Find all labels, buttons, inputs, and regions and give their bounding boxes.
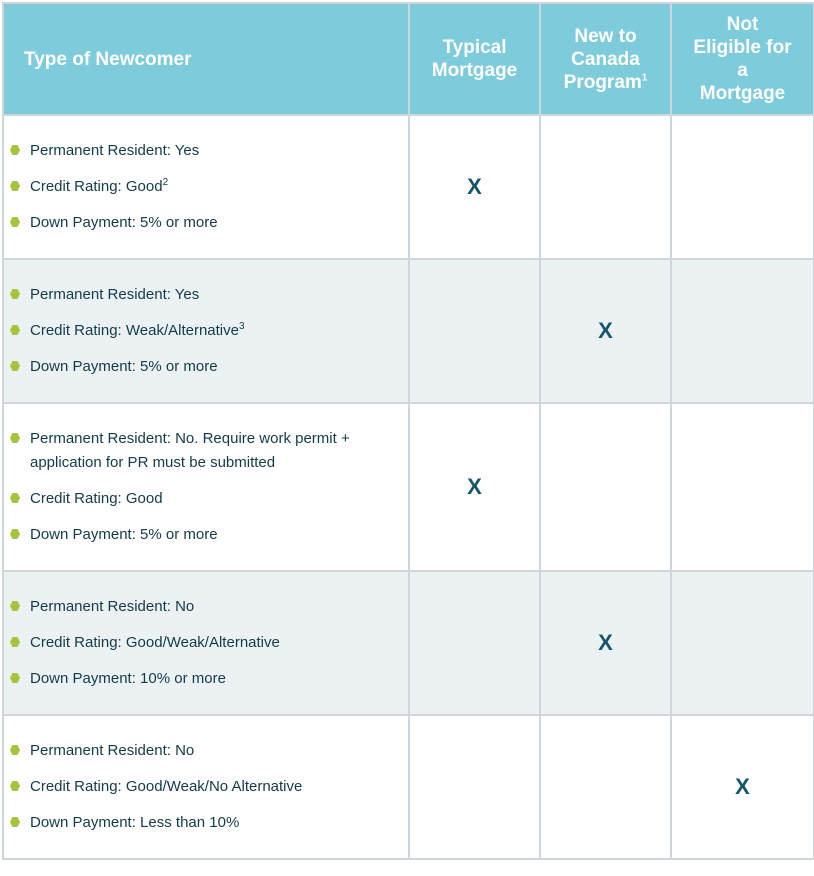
typical-mortgage-mark: X xyxy=(409,115,540,259)
hexagon-bullet-icon xyxy=(10,493,20,503)
condition-item xyxy=(10,631,408,655)
not-eligible-mark xyxy=(671,403,814,571)
header-typical-mortgage xyxy=(409,3,540,115)
table-row xyxy=(3,259,814,403)
condition-item xyxy=(10,139,408,163)
typical-mortgage-mark xyxy=(409,259,540,403)
header-not-eligible-line: a xyxy=(737,60,748,81)
conditions-cell xyxy=(3,403,409,571)
table-row xyxy=(3,403,814,571)
new-to-canada-mark xyxy=(540,115,671,259)
new-to-canada-mark xyxy=(540,715,671,859)
footnote-marker: 2 xyxy=(162,177,169,188)
new-to-canada-mark: X xyxy=(540,259,671,403)
header-not-eligible xyxy=(671,3,814,115)
table-row xyxy=(3,715,814,859)
header-new-to-canada-line: New to xyxy=(574,25,637,47)
condition-item xyxy=(10,319,408,343)
hexagon-bullet-icon xyxy=(10,145,20,155)
not-eligible-mark xyxy=(671,571,814,715)
typical-mortgage-mark: X xyxy=(409,403,540,571)
header-new-to-canada-line: Canada xyxy=(571,48,640,70)
condition-item xyxy=(10,427,408,475)
condition-text: Credit Rating: Weak/Alternative xyxy=(30,322,239,339)
condition-item xyxy=(10,355,408,379)
condition-item xyxy=(10,739,408,763)
condition-text: Permanent Resident: No xyxy=(30,742,195,759)
condition-text: Down Payment: 10% or more xyxy=(30,670,226,687)
hexagon-bullet-icon xyxy=(10,361,20,371)
hexagon-bullet-icon xyxy=(10,181,20,191)
typical-mortgage-mark xyxy=(409,715,540,859)
condition-item xyxy=(10,775,408,799)
header-type-of-newcomer: Type of Newcomer xyxy=(3,3,409,115)
hexagon-bullet-icon xyxy=(10,745,20,755)
condition-text: Credit Rating: Good xyxy=(30,490,163,507)
footnote-marker: 3 xyxy=(238,321,245,332)
not-eligible-mark: X xyxy=(671,715,814,859)
condition-item xyxy=(10,811,408,835)
new-to-canada-mark: X xyxy=(540,571,671,715)
condition-item xyxy=(10,595,408,619)
header-not-eligible-line: Not xyxy=(726,14,759,35)
new-to-canada-mark xyxy=(540,403,671,571)
condition-text: Permanent Resident: No xyxy=(30,598,195,615)
footnote-marker: 1 xyxy=(641,72,648,84)
not-eligible-mark xyxy=(671,259,814,403)
condition-text: Permanent Resident: No. Require work permit + application for PR must be submitted xyxy=(30,430,350,471)
condition-text: Down Payment: 5% or more xyxy=(30,526,218,543)
condition-text: Permanent Resident: Yes xyxy=(30,286,200,303)
hexagon-bullet-icon xyxy=(10,289,20,299)
header-row xyxy=(3,3,814,115)
header-typical-line: Typical xyxy=(442,37,507,58)
hexagon-bullet-icon xyxy=(10,325,20,335)
hexagon-bullet-icon xyxy=(10,817,20,827)
conditions-cell xyxy=(3,715,409,859)
condition-text: Permanent Resident: Yes xyxy=(30,142,200,159)
hexagon-bullet-icon xyxy=(10,781,20,791)
newcomer-mortgage-table xyxy=(2,2,814,860)
condition-text: Down Payment: Less than 10% xyxy=(30,814,240,831)
condition-item xyxy=(10,523,408,547)
header-new-to-canada-line: Program xyxy=(563,71,642,93)
condition-text: Credit Rating: Good/Weak/No Alternative xyxy=(30,778,303,795)
condition-text: Down Payment: 5% or more xyxy=(30,358,218,375)
condition-text: Credit Rating: Good/Weak/Alternative xyxy=(30,634,280,651)
typical-mortgage-mark xyxy=(409,571,540,715)
table-row xyxy=(3,571,814,715)
conditions-cell xyxy=(3,115,409,259)
hexagon-bullet-icon xyxy=(10,433,20,443)
conditions-cell xyxy=(3,571,409,715)
condition-item xyxy=(10,175,408,199)
condition-item xyxy=(10,487,408,511)
header-not-eligible-line: Mortgage xyxy=(699,83,786,104)
condition-text: Credit Rating: Good xyxy=(30,178,163,195)
condition-item xyxy=(10,283,408,307)
condition-item xyxy=(10,211,408,235)
not-eligible-mark xyxy=(671,115,814,259)
condition-text: Down Payment: 5% or more xyxy=(30,214,218,231)
hexagon-bullet-icon xyxy=(10,529,20,539)
header-new-to-canada-program xyxy=(540,3,671,115)
conditions-cell xyxy=(3,259,409,403)
header-not-eligible-line: Eligible for xyxy=(693,37,792,58)
header-typical-line: Mortgage xyxy=(431,60,518,81)
hexagon-bullet-icon xyxy=(10,601,20,611)
hexagon-bullet-icon xyxy=(10,217,20,227)
hexagon-bullet-icon xyxy=(10,637,20,647)
hexagon-bullet-icon xyxy=(10,673,20,683)
table-row xyxy=(3,115,814,259)
condition-item xyxy=(10,667,408,691)
